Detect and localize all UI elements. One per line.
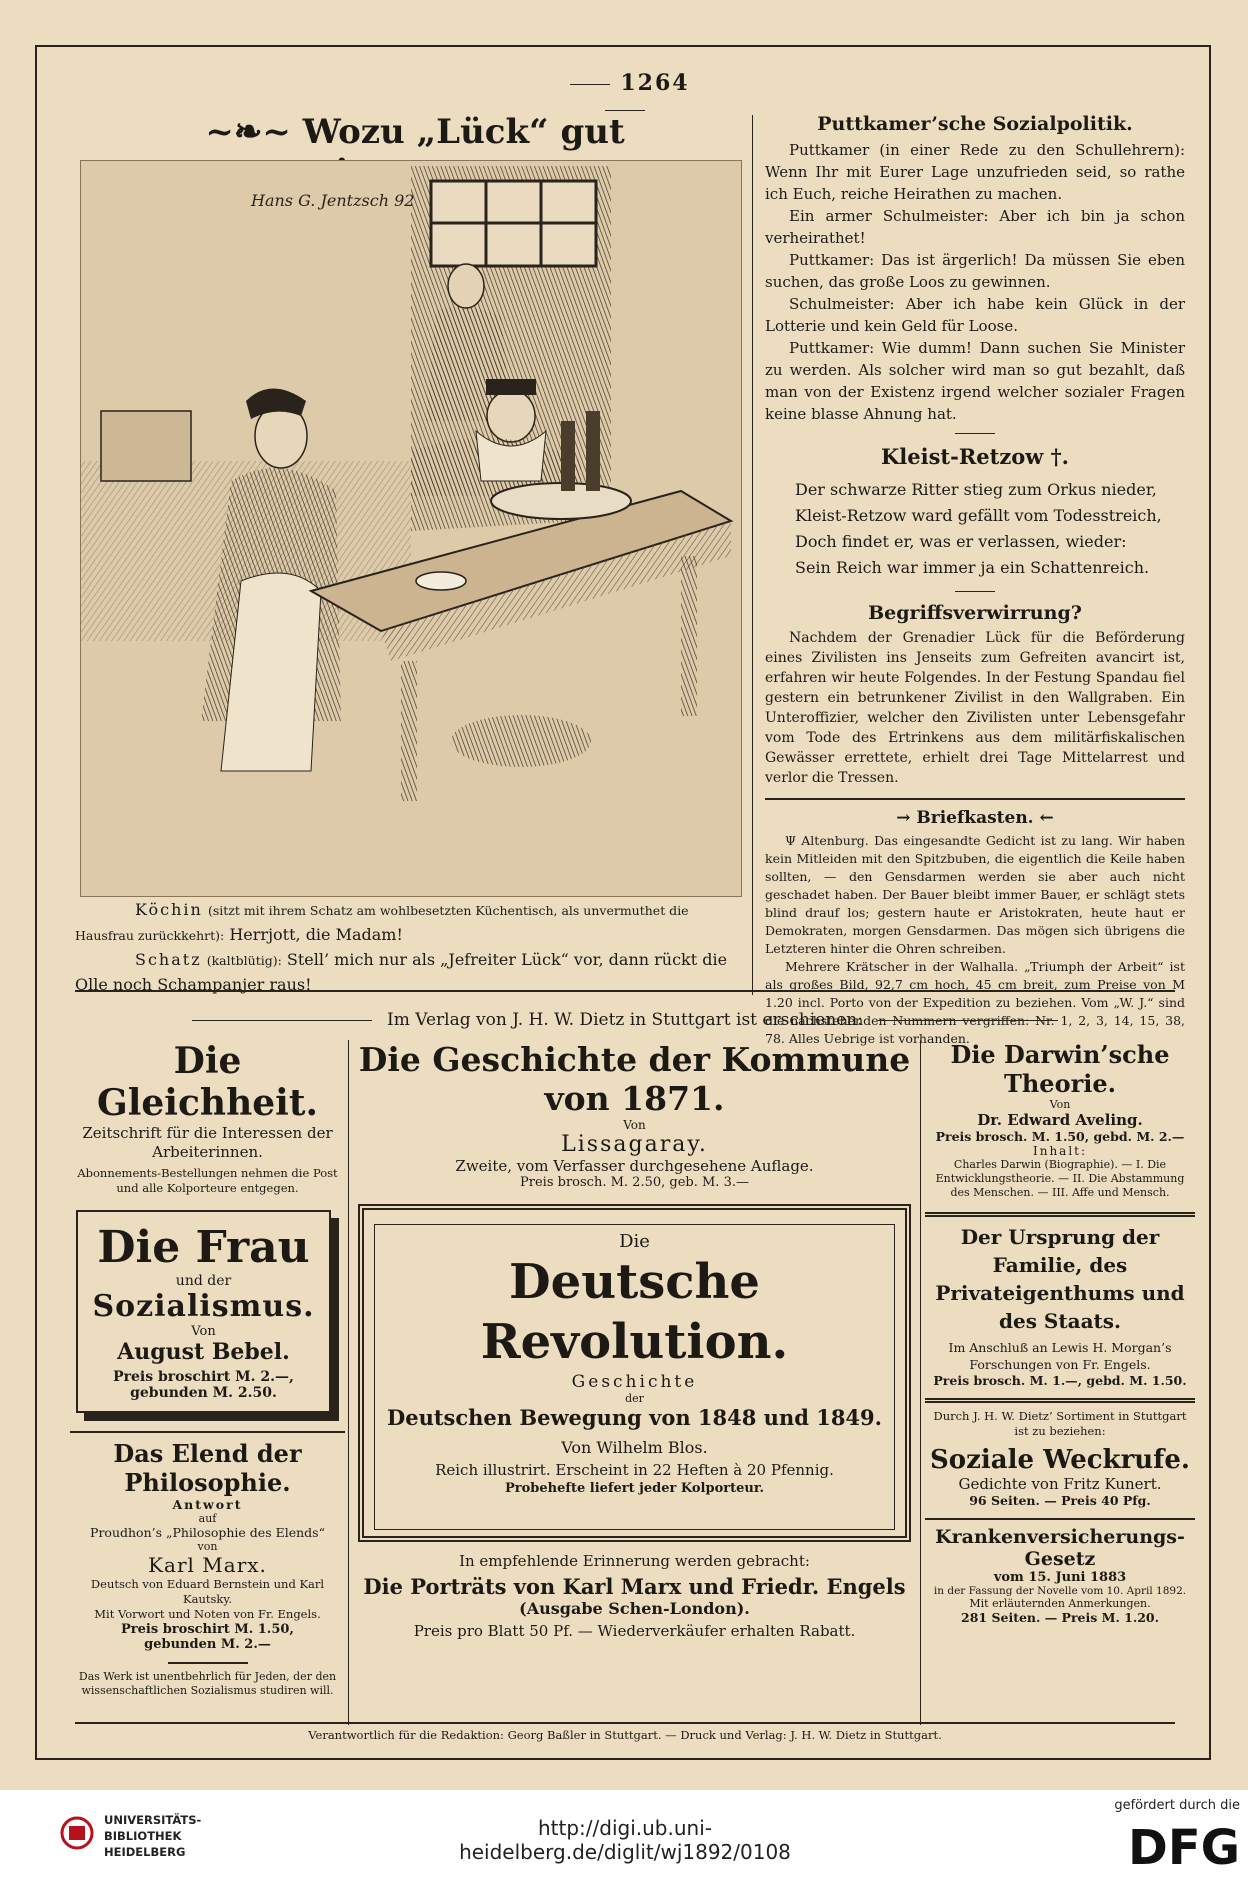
darwin-inhalt: Inhalt: [1032,1144,1088,1158]
gleichheit-title: Die Gleichheit. [96,1040,318,1124]
revolution-ad-inner [374,1224,895,1530]
verse-line: Doch findet er, was er verlassen, wieder: [795,532,1127,551]
revolution-ad-frame [358,1204,911,1542]
revolution-der: der [625,1392,644,1405]
elend-note: Das Werk ist unentbehrlich für Jeden, der den wissenschaftlichen Sozialismus studiren will. [78,1670,337,1697]
caption-speaker-2: Schatz [135,950,202,969]
page-number: 1264 [540,70,710,122]
university-logo[interactable] [60,1808,220,1874]
kommune-title: Die Geschichte der Kommune von 1871. [358,1040,911,1118]
darwin-title: Die Darwin’sche Theorie. [950,1040,1170,1098]
right-column [765,113,1185,1048]
ad-rule-short [168,1662,248,1664]
darwin-price: Preis brosch. M. 1.50, gebd. M. 2.— [935,1129,1185,1144]
caption-speaker-1-note: (sitzt mit ihrem Schatz am wohlbesetzten Küchentisch, als unvermuthet die Hausfrau zurückkehrt): [75,903,689,943]
sec1-p5: Puttkamer: Wie dumm! Dann suchen Sie Minister zu werden. Als solcher wird man so gut bezahlt, daß man von der Existenz irgend welcher sozialer Fragen keine blasse Ahnung hat. [765,339,1185,423]
publisher-banner [75,1010,1175,1030]
sec4-p2: Mehrere Krätscher in der Walhalla. „Triumph der Arbeit“ ist als großes Bild, 92,7 cm hoch, 45 cm breit, zum Preise von M 1.20 incl. Porto von der Expedition zu beziehen. Vom „W. J.“ sind die nachstehenden Nummern vergriffen: Nr. 1, 2, 3, 14, 15, 38, 78. Alles Uebrige ist vorhanden. [765,959,1185,1046]
top-section-rule [75,990,1175,992]
gleichheit-subscription: Abonnements-Bestellungen nehmen die Post und alle Kolporteure entgegen. [77,1166,338,1195]
ursprung-title: Der Ursprung der Familie, des Privateigenthums und des Staats. [935,1225,1185,1333]
imprint: Verantwortlich für die Redaktion: Georg Baßler in Stuttgart. — Druck und Verlag: J. H. W. Dietz in Stuttgart. [308,1728,942,1742]
frau-author: August Bebel. [117,1339,290,1365]
kv-date: vom 15. Juni 1883 [993,1570,1127,1585]
ads-divider-left [348,1040,349,1725]
caption-speaker-2-line: Stell’ mich nur als „Jefreiter Lück“ vor, dann rückt die Olle noch Schampanjer raus! [75,950,728,994]
uni-line-2: BIBLIOTHEK [104,1829,182,1843]
caption-speaker-1: Köchin [135,900,203,919]
ursprung-price: Preis brosch. M. 1.—, gebd. M. 1.50. [933,1373,1187,1388]
frau-price-2: gebunden M. 2.50. [130,1385,277,1401]
sec4-title-text: Briefkasten. [916,808,1034,828]
sec3-p: Nachdem der Grenadier Lück für die Beförderung eines Zivilisten ins Jenseits zum Gefreiten avancirt ist, erfahren wir heute Folgendes. In der Festung Spandau fiel gestern ein betrunkener Zivilist in den Wallgraben. Ein Unteroffizier, welcher den Zivilisten unter Lebensgefahr vom Tode des Ertrinkens aus dem militärfiskalischen Gewässer errettete, erhielt drei Tage Mittelarrest und verlor die Tressen. [765,630,1185,786]
elend-line-1: Antwort [172,1497,243,1512]
sec1-title: Puttkamer’sche Sozialpolitik. [817,113,1133,135]
main-title-text: Wozu „Lück“ gut [302,112,625,152]
elend-price-1: Preis broschirt M. 1.50, [121,1622,294,1637]
elend-line-6: Mit Vorwort und Noten von Fr. Engels. [94,1607,321,1621]
kommune-price: Preis brosch. M. 2.50, geb. M. 3.— [520,1175,749,1190]
verse-line: Der schwarze Ritter stieg zum Orkus nieder, [795,480,1157,499]
housewife-figure [448,264,484,308]
elend-title: Das Elend der Philosophie. [113,1439,302,1497]
gleichheit-subtitle: Zeitschrift für die Interessen der Arbeiterinnen. [82,1124,333,1161]
source-url-link[interactable]: http://digi.ub.uni-heidelberg.de/diglit/wj1892/0108 [459,1816,791,1864]
kv-subtitle: in der Fassung der Novelle vom 10. April 1892. [933,1585,1187,1597]
ad-rule [70,1431,345,1433]
ad-rule [925,1518,1195,1520]
darwin-contents: Charles Darwin (Biographie). — I. Die Entwicklungstheorie. — II. Die Abstammung des Menschen. — III. Affe und Mensch. [935,1158,1185,1199]
frau-ad-box [76,1210,331,1413]
kommune-author: Lissagaray. [561,1132,708,1157]
engraving-illustration [81,161,741,896]
column-divider [752,115,753,995]
frau-title-2: Sozialismus. [92,1289,315,1324]
left-ads-column [70,1040,345,1698]
sec3-title: Begriffsverwirrung? [868,602,1082,624]
portrait-subtitle: (Ausgabe Schen-London). [519,1599,750,1618]
weckrufe-price: 96 Seiten. — Preis 40 Pfg. [969,1493,1151,1508]
verse-line: Sein Reich war immer ja ein Schattenreich. [795,558,1150,577]
library-seal-icon [60,1816,94,1860]
elend-line-3: Proudhon’s „Philosophie des Elends“ [90,1525,325,1540]
revolution-illustrated: Reich illustrirt. Erscheint in 22 Heften à 20 Pfennig. [435,1461,834,1479]
kv-note: Mit erläuternden Anmerkungen. [969,1597,1151,1610]
kommune-edition: Zweite, vom Verfasser durchgesehene Auflage. [455,1157,814,1175]
kv-price: 281 Seiten. — Preis M. 1.20. [961,1610,1159,1625]
sec1-p2: Ein armer Schulmeister: Aber ich bin ja schon verheirathet! [765,207,1185,247]
section-rule [765,798,1185,800]
darwin-von: Von [1049,1098,1071,1111]
arrow-right-icon: → [896,808,917,828]
frau-title: Die Frau [97,1222,310,1273]
teacup [416,572,466,590]
ornament-left-icon: ~❧~ [205,112,303,152]
portrait-price: Preis pro Blatt 50 Pf. — Wiederverkäufer erhalten Rabatt. [413,1622,856,1640]
elend-line-2: auf [198,1512,217,1525]
sec1-p3: Puttkamer: Das ist ärgerlich! Da müssen Sie eben suchen, das große Loos zu gewinnen. [765,251,1185,291]
arrow-left-icon: ← [1033,808,1054,828]
separator [955,591,995,592]
sec2-title: Kleist-Retzow †. [881,444,1069,469]
portrait-intro: In empfehlende Erinnerung werden gebracht: [459,1552,810,1570]
uni-line-3: HEIDELBERG [104,1845,186,1859]
caption [75,898,745,997]
illustration-kitchen-scene [80,160,742,897]
weckrufe-title: Soziale Weckrufe. [930,1445,1190,1475]
portrait-title: Die Porträts von Karl Marx und Friedr. Engels [363,1574,906,1599]
revolution-probehefte: Probehefte liefert jeder Kolporteur. [504,1481,765,1496]
soldier-figure [487,390,535,442]
ad-rule [925,1212,1195,1217]
kommune-von: Von [623,1118,646,1132]
frau-und: und der [175,1273,232,1289]
uni-line-1: UNIVERSITÄTS- [104,1813,202,1827]
revolution-die: Die [619,1231,650,1252]
sec4-p1: Ψ Altenburg. Das eingesandte Gedicht ist zu lang. Wir haben kein Mitleiden mit den Spitzbuben, die eigentlich die Keile haben sollten, — den Gensdarmen werden sie aber auch nicht geschadet haben. Der Bauer bleibt immer Bauer, er schlägt stets blind drauf los; gestern haute er Aristokraten, heute haut er Demokraten, morgen Gensdarmen. Das mögen sich übrigens die Letzteren hinter die Ohren schreiben. [765,833,1185,956]
caption-line-1 [75,898,745,948]
sec1-p4: Schulmeister: Aber ich habe kein Glück in der Lotterie und kein Geld für Loose. [765,295,1185,335]
weckrufe-subtitle: Gedichte von Fritz Kunert. [958,1475,1162,1493]
ads-divider-right [920,1040,921,1725]
frau-von: Von [191,1324,216,1339]
washtub [451,715,591,767]
middle-ads-column [352,1040,917,1640]
revolution-geschichte: Geschichte [571,1372,698,1392]
separator [955,433,995,434]
imprint-rule [75,1722,1175,1724]
weckrufe-intro: Durch J. H. W. Dietz’ Sortiment in Stuttgart ist zu beziehen: [933,1409,1187,1438]
sec2-verse [765,477,1185,581]
dfg-logo[interactable]: DFG [1127,1820,1240,1876]
caption-speaker-2-note: (kaltblütig): [206,953,282,968]
sec1-p1: Puttkamer (in einer Rede zu den Schullehrern): Wenn Ihr mit Eurer Lage unzufrieden seid, so rathe ich Euch, reiche Heirathen zu machen. [765,141,1185,203]
funding-note: gefördert durch die [1114,1798,1240,1813]
ursprung-subtitle: Im Anschluß an Lewis H. Morgan’s Forschungen von Fr. Engels. [948,1340,1172,1372]
elend-line-5: Deutsch von Eduard Bernstein und Karl Kautsky. [90,1577,325,1606]
elend-author: Karl Marx. [148,1553,267,1577]
darwin-author: Dr. Edward Aveling. [977,1111,1143,1129]
verse-line: Kleist-Retzow ward gefällt vom Todesstreich, [795,506,1162,525]
banner-text: Im Verlag von J. H. W. Dietz in Stuttgart ist erschienen: [387,1010,863,1030]
sec4-title [765,808,1185,828]
frau-price-1: Preis broschirt M. 2.—, [113,1369,294,1385]
elend-line-4: von [197,1540,218,1553]
illustration-signature: Hans G. Jentzsch 92 [251,191,415,210]
kv-title: Krankenversicherungs-Gesetz [935,1526,1185,1570]
bottle [561,421,575,491]
elend-price-2: gebunden M. 2.— [144,1637,271,1652]
revolution-subtitle: Deutschen Bewegung von 1848 und 1849. [387,1405,882,1430]
ad-rule [925,1398,1195,1403]
caption-speaker-1-line: Herrjott, die Madam! [229,925,403,944]
revolution-author: Von Wilhelm Blos. [561,1438,708,1457]
revolution-title: Deutsche Revolution. [480,1254,789,1370]
right-ads-column [925,1040,1195,1625]
